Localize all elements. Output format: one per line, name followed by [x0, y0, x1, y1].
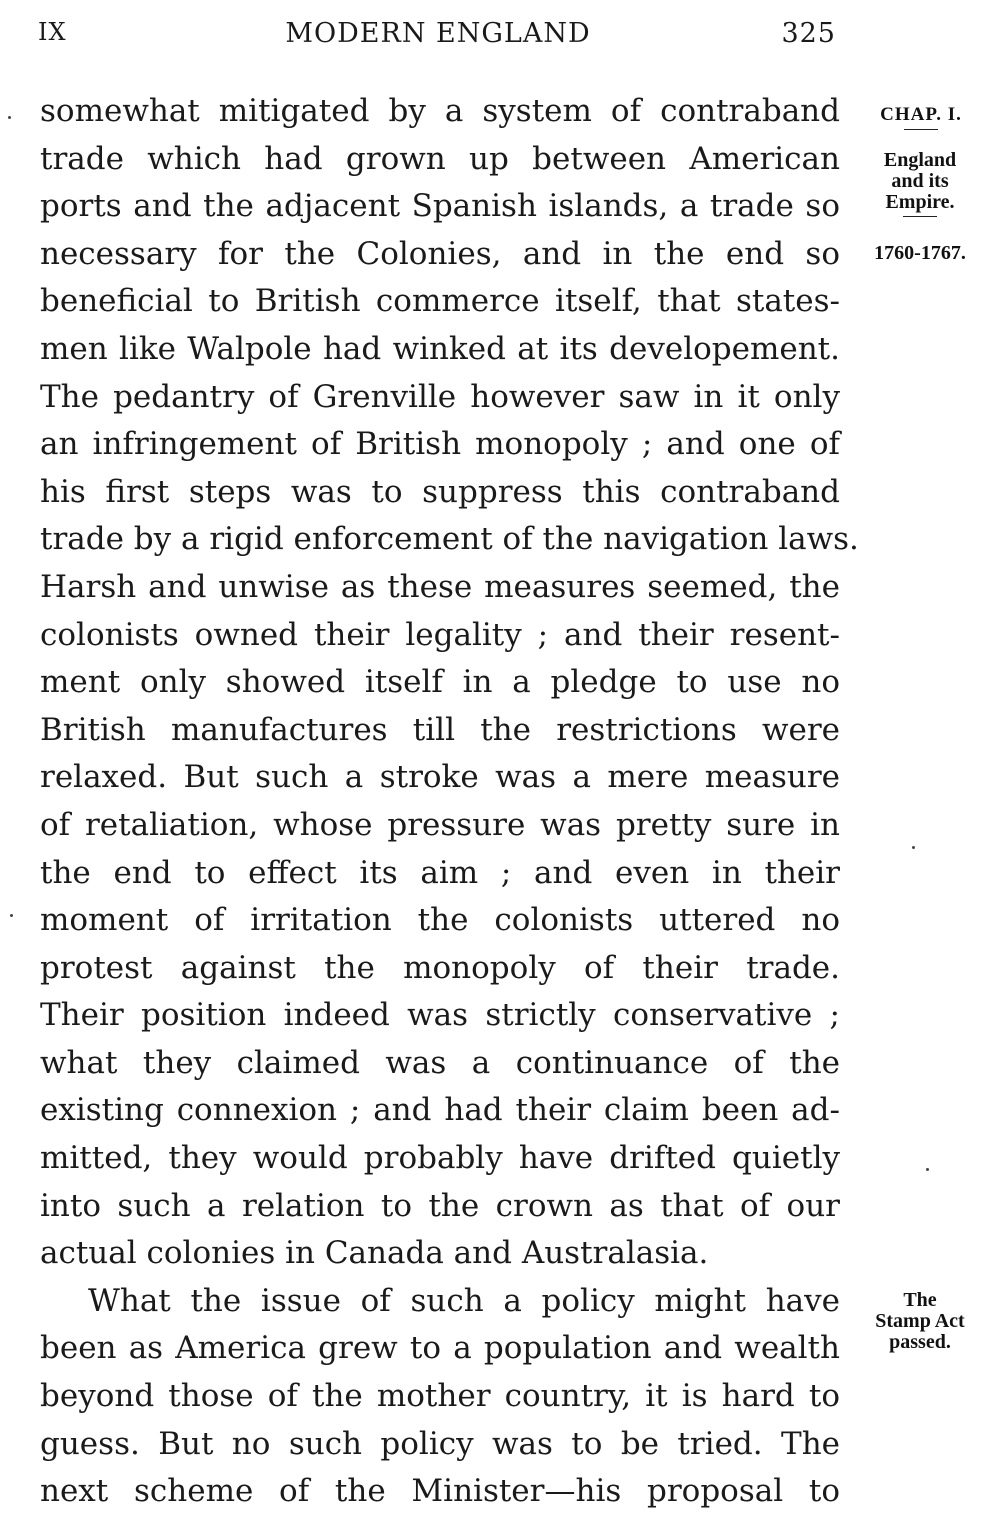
text-line: been as America grew to a population and wealth	[40, 1330, 840, 1367]
text-line: existing connexion ; and had their claim been ad-	[40, 1092, 840, 1129]
text-line: trade which had grown up between American	[40, 140, 840, 177]
text-line: Harsh and unwise as these measures seemed, the	[40, 568, 840, 605]
year-range: 1760-1767.	[874, 242, 966, 264]
margin-note-chapter	[862, 104, 980, 134]
text-line: Their position indeed was strictly conservative ;	[40, 997, 840, 1034]
margin-note-line: Stamp Act	[875, 1310, 965, 1332]
text-line: actual colonies in Canada and Australasia.	[40, 1235, 709, 1272]
margin-note-line: passed.	[889, 1331, 951, 1353]
text-line: of retaliation, whose pressure was pretty sure in	[40, 806, 840, 843]
text-line: an infringement of British monopoly ; and one of	[40, 426, 840, 463]
margin-note-empire	[856, 150, 984, 221]
text-line: protest against the monopoly of their trade.	[40, 949, 840, 986]
text-line: men like Walpole had winked at its developement.	[40, 330, 840, 367]
text-line: The pedantry of Grenville however saw in it only	[40, 378, 840, 415]
text-line: guess. But no such policy was to be tried. The	[40, 1425, 840, 1462]
margin-rule	[904, 129, 938, 130]
text-line: ports and the adjacent Spanish islands, a trade so	[40, 188, 840, 225]
text-line: mitted, they would probably have drifted quietly	[40, 1140, 840, 1177]
print-speck	[10, 914, 13, 917]
text-line: the end to effect its aim ; and even in their	[40, 854, 840, 891]
running-title: MODERN ENGLAND	[285, 18, 591, 49]
margin-note-stamp-act	[856, 1290, 984, 1353]
body-text	[40, 88, 859, 1516]
paragraph-2	[40, 1278, 840, 1516]
text-line: his first steps was to suppress this contraband	[40, 473, 840, 510]
margin-note-line: Empire.	[885, 191, 955, 213]
text-line: ment only showed itself in a pledge to use no	[40, 664, 840, 701]
print-speck	[926, 1168, 929, 1171]
text-line: next scheme of the Minister—his proposal to	[40, 1473, 840, 1510]
text-line: moment of irritation the colonists uttered no	[40, 902, 840, 939]
text-line: beyond those of the mother country, it is hard to	[40, 1378, 840, 1415]
print-speck	[8, 116, 11, 119]
text-line: relaxed. But such a stroke was a mere measure	[40, 759, 840, 796]
print-speck	[912, 846, 915, 849]
margin-note-years	[858, 242, 982, 265]
text-line: what they claimed was a continuance of the	[40, 1044, 840, 1081]
margin-rule	[903, 216, 937, 217]
margin-note-line: and its	[891, 170, 949, 192]
margin-note-line: The	[903, 1289, 937, 1311]
text-line: trade by a rigid enforcement of the navigation laws.	[40, 521, 859, 558]
chapter-numeral: IX	[38, 18, 67, 46]
text-line: beneficial to British commerce itself, that states-	[40, 283, 840, 320]
text-line: colonists owned their legality ; and their resent-	[40, 616, 840, 653]
chapter-label: CHAP. I.	[880, 104, 962, 125]
text-line: necessary for the Colonies, and in the end so	[40, 235, 840, 272]
paragraph-1	[40, 88, 859, 1278]
page-number: 325	[781, 18, 836, 49]
running-header	[38, 18, 838, 52]
text-line: into such a relation to the crown as that of our	[40, 1187, 840, 1224]
text-line: British manufactures till the restrictions were	[40, 711, 840, 748]
text-line: somewhat mitigated by a system of contraband	[40, 93, 840, 129]
text-line: What the issue of such a policy might have	[88, 1282, 840, 1319]
margin-note-line: England	[883, 149, 957, 171]
